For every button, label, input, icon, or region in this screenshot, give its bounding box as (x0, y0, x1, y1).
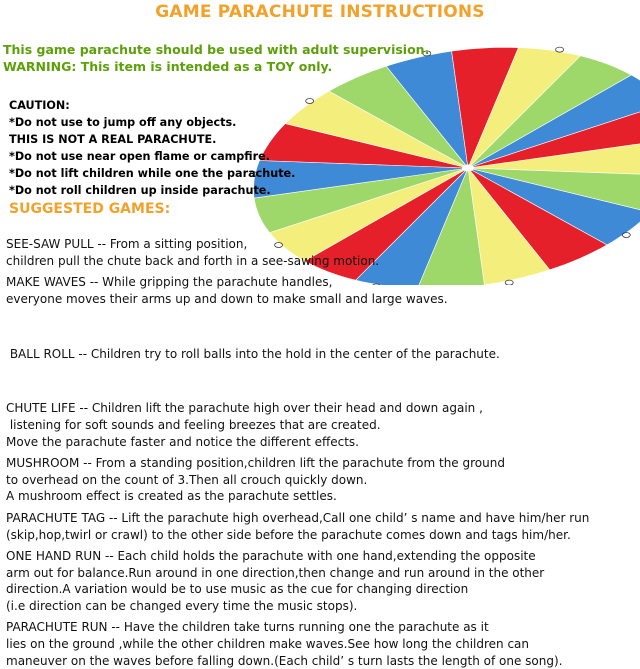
game-line: CHUTE LIFE -- Children lift the parachute high over their head and down again , (6, 400, 636, 417)
game-parachute-tag (6, 510, 636, 543)
suggested-games-heading: SUGGESTED GAMES: (9, 201, 170, 217)
supervision-notice: This game parachute should be used with adult supervision. (3, 42, 429, 57)
game-line: (skip,hop,twirl or crawl) to the other side before the parachute comes down and tags him/her. (6, 527, 636, 544)
game-make-waves (6, 274, 636, 307)
game-line: SEE-SAW PULL -- From a sitting position, (6, 236, 636, 253)
game-line: lies on the ground ,while the other children make waves.See how long the children can (6, 636, 636, 653)
game-line: direction.A variation would be to use music as the cue for changing direction (6, 581, 636, 598)
caution-item: *Do not roll children up inside parachute. (9, 182, 295, 199)
game-line: (i.e direction can be changed every time the music stops). (6, 598, 636, 615)
games-list (6, 236, 636, 669)
game-line: arm out for balance.Run around in one direction,then change and run around in the other (6, 565, 636, 582)
game-line: MUSHROOM -- From a standing position,children lift the parachute from the ground (6, 455, 636, 472)
game-one-hand-run (6, 548, 636, 614)
game-line: everyone moves their arms up and down to make small and large waves. (6, 291, 636, 308)
caution-item: *Do not lift children while one the parachute. (9, 165, 295, 182)
game-line: PARACHUTE TAG -- Lift the parachute high overhead,Call one child’ s name and have him/her run (6, 510, 636, 527)
game-line: children pull the chute back and forth in a see-sawing motion. (6, 253, 636, 270)
game-parachute-run (6, 619, 636, 669)
game-line: Move the parachute faster and notice the different effects. (6, 434, 636, 451)
caution-block (9, 97, 295, 199)
caution-heading: CAUTION: (9, 97, 295, 114)
game-line: to overhead on the count of 3.Then all crouch quickly down. (6, 472, 636, 489)
game-line: BALL ROLL -- Children try to roll balls into the hold in the center of the parachute. (6, 346, 636, 363)
caution-item: *Do not use near open flame or campfire. (9, 148, 295, 165)
parachute-center-hole (462, 165, 474, 172)
game-line: maneuver on the waves before falling down.(Each child’ s turn lasts the length of one song). (6, 653, 636, 669)
caution-item: *Do not use to jump off any objects. (9, 114, 295, 131)
game-mushroom (6, 455, 636, 505)
game-line: MAKE WAVES -- While gripping the parachute handles, (6, 274, 636, 291)
toy-warning: WARNING: This item is intended as a TOY only. (3, 59, 332, 74)
game-line: ONE HAND RUN -- Each child holds the parachute with one hand,extending the opposite (6, 548, 636, 565)
caution-item: THIS IS NOT A REAL PARACHUTE. (9, 131, 295, 148)
game-line: A mushroom effect is created as the parachute settles. (6, 488, 636, 505)
page-title: GAME PARACHUTE INSTRUCTIONS (0, 2, 640, 22)
game-chute-life (6, 400, 636, 450)
game-line: listening for soft sounds and feeling breezes that are created. (6, 417, 636, 434)
game-ball-roll (6, 312, 636, 395)
game-see-saw-pull (6, 236, 636, 269)
parachute-handle (306, 99, 314, 104)
game-line: PARACHUTE RUN -- Have the children take turns running one the parachute as it (6, 619, 636, 636)
